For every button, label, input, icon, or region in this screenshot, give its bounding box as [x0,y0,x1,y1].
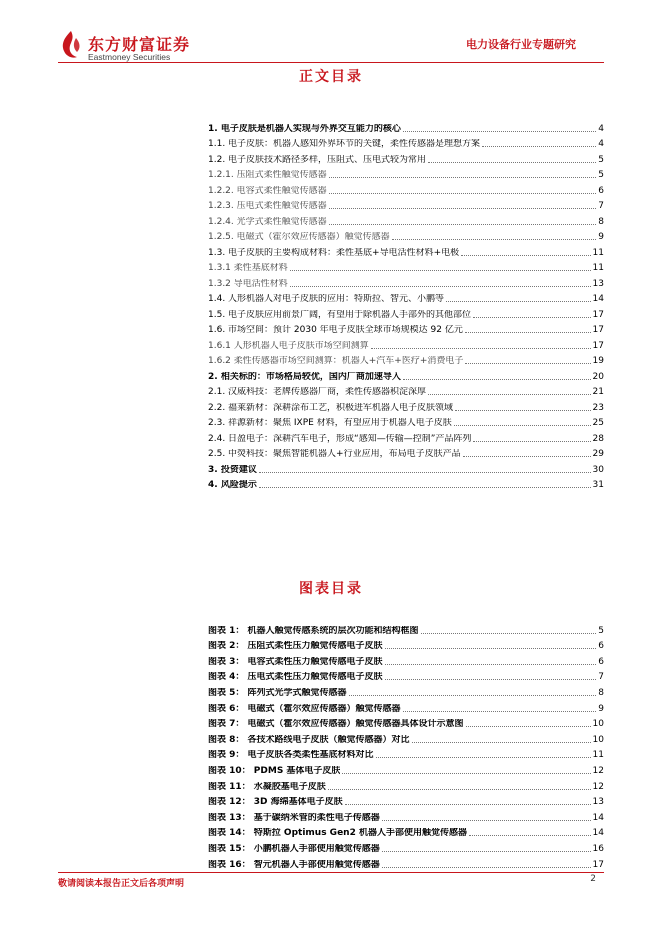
figure-entry-title: 图表 3： 电容式柔性压力触觉传感电子皮肤 [208,656,383,667]
report-type-label: 电力设备行业专题研究 [466,38,576,51]
dot-leader [382,867,591,868]
toc-entry-page: 13 [592,278,604,289]
figure-entry-page: 7 [598,672,604,683]
figure-entry-title: 图表 16： 智元机器人手部使用触觉传感器 [208,859,380,870]
toc-entry-page: 11 [592,263,604,273]
toc-entry-title: 2.2. 福莱新材：深耕涂布工艺，积极进军机器人电子皮肤领域 [208,402,454,413]
toc-entry[interactable] [208,197,604,213]
toc-entry[interactable] [208,150,604,166]
figure-entry-title: 图表 12： 3D 海绵基体电子皮肤 [208,797,343,808]
dot-leader [329,193,597,194]
dot-leader [403,379,591,380]
toc-entry[interactable] [208,274,604,290]
toc-entry-title: 2.1. 汉威科技：老牌传感器厂商，柔性传感器积淀深厚 [208,387,427,397]
toc-entry[interactable] [208,259,604,275]
figure-entry-page: 10 [592,734,604,745]
figure-entry-page: 14 [592,828,604,839]
dot-leader [446,301,591,302]
figure-entry[interactable] [208,715,604,731]
dot-leader [455,410,591,411]
dot-leader [461,255,590,256]
figure-entry-page: 16 [592,843,604,854]
figure-entry-page: 10 [592,719,604,730]
dot-leader [473,317,591,318]
toc-entry-page: 30 [592,464,604,475]
toc-entry-page: 9 [598,232,604,242]
header-divider [58,62,604,63]
toc-entry[interactable] [208,212,604,228]
toc-entry-page: 4 [598,139,604,149]
figure-entry[interactable] [208,855,604,871]
figure-entry-page: 13 [592,797,604,808]
toc-entry[interactable] [208,135,604,151]
figure-entry-page: 6 [598,641,604,652]
brand-name-cn: 东方财富证券 [88,35,191,54]
figure-entry-page: 14 [592,812,604,823]
toc-entry-page: 5 [598,170,604,180]
figure-entry[interactable] [208,621,604,637]
toc-entry-page: 25 [592,418,604,428]
toc-entry[interactable] [208,476,604,492]
dot-leader [473,441,590,442]
dot-leader [259,472,591,473]
toc-entry-page: 14 [592,294,604,304]
toc-entry[interactable] [208,367,604,383]
dot-leader [376,757,591,758]
toc-entry[interactable] [208,321,604,337]
toc-entry-title: 1.6.1 人形机器人电子皮肤市场空间测算 [208,340,369,351]
figure-entry-title: 图表 2： 压阻式柔性压力触觉传感电子皮肤 [208,641,383,652]
figure-entry-title: 图表 1： 机器人触觉传感系统的层次功能和结构框图 [208,625,419,636]
figure-entry-title: 图表 6： 电磁式（霍尔效应传感器）触觉传感器 [208,703,401,714]
toc-entry-page: 19 [592,356,604,366]
dot-leader [371,348,591,349]
figure-entry[interactable] [208,761,604,777]
eastmoney-flame-icon [58,30,84,60]
toc-entry-title: 1.2.1. 压阻式柔性触觉传感器 [208,170,327,180]
figures-list [208,621,604,871]
toc-entry-page: 20 [592,371,604,382]
toc-entry-page: 6 [598,185,604,196]
toc-entry[interactable] [208,414,604,430]
dot-leader [454,425,591,426]
toc-entry[interactable] [208,228,604,244]
dot-leader [463,456,591,457]
figure-entry[interactable] [208,824,604,840]
dot-leader [329,224,597,225]
dot-leader [259,487,591,488]
toc-entry[interactable] [208,119,604,135]
figure-entry-title: 图表 9： 电子皮肤各类柔性基底材料对比 [208,750,374,761]
figure-entry[interactable] [208,683,604,699]
figure-entry[interactable] [208,668,604,684]
toc-entry-title: 1.6. 市场空间：预计 2030 年电子皮肤全球市场规模达 92 亿元 [208,325,463,335]
dot-leader [385,679,597,680]
figure-entry[interactable] [208,793,604,809]
figure-entry[interactable] [208,808,604,824]
toc-entry-page: 17 [592,340,604,351]
dot-leader [428,162,596,163]
figure-entry-title: 图表 10： PDMS 基体电子皮肤 [208,765,341,776]
toc-entry-page: 23 [592,402,604,413]
toc-entry-title: 2.4. 日盈电子：深耕汽车电子，形成“感知—传输—控制”产品阵列 [208,433,472,444]
dot-leader [421,633,597,634]
toc-entry-title: 3. 投资建议 [208,464,257,475]
figure-entry-title: 图表 5： 阵列式光学式触觉传感器 [208,687,347,698]
figure-entry-title: 图表 11： 水凝胶基电子皮肤 [208,781,326,792]
toc-title: 正文目录 [299,69,363,85]
dot-leader [329,177,597,178]
figure-entry-page: 11 [592,750,604,761]
toc-entry[interactable] [208,445,604,461]
toc-entry-title: 1.1. 电子皮肤：机器人感知外界环节的关键，柔性传感器是理想方案 [208,139,481,149]
figure-entry-page: 12 [592,765,604,776]
toc-entry-page: 8 [598,216,604,227]
dot-leader [403,131,596,132]
toc-entry-title: 1.3. 电子皮肤的主要构成材料：柔性基底+导电活性材料+电极 [208,247,460,258]
toc-entry-page: 31 [592,480,604,490]
dot-leader [342,773,590,774]
toc-entry-page: 28 [592,433,604,444]
figure-entry-page: 6 [598,656,604,667]
toc-entry-title: 1.2.4. 光学式柔性触觉传感器 [208,216,327,227]
toc-entry-title: 1.2.3. 压电式柔性触觉传感器 [208,201,327,211]
toc-entry-page: 5 [598,154,604,165]
dot-leader [469,835,591,836]
toc-entry[interactable] [208,460,604,476]
figure-entry-page: 8 [598,687,604,698]
toc-list [208,119,604,491]
toc-entry[interactable] [208,352,604,368]
figure-entry[interactable] [208,746,604,762]
dot-leader [465,363,590,364]
toc-entry-title: 2.5. 中熒科技：聚焦智能机器人+行业应用，布局电子皮肤产品 [208,449,461,459]
toc-entry[interactable] [208,243,604,259]
figure-entry[interactable] [208,699,604,715]
toc-entry[interactable] [208,305,604,321]
toc-entry-title: 1.3.2 导电活性材料 [208,278,288,289]
toc-entry-title: 1.2. 电子皮肤技术路径多样，压阻式、压电式较为常用 [208,154,427,165]
toc-entry-title: 1.2.5. 电磁式（霍尔效应传感器）触觉传感器 [208,232,390,242]
toc-entry-title: 2. 相关标的：市场格局较优，国内厂商加速导入 [208,371,401,382]
toc-entry-page: 29 [592,449,604,459]
dot-leader [345,804,591,805]
dot-leader [482,146,596,147]
figure-entry-title: 图表 4： 压电式柔性压力触觉传感电子皮肤 [208,672,383,683]
disclaimer-note: 敬请阅读本报告正文后各项声明 [58,879,185,889]
figure-entry-title: 图表 7： 电磁式（霍尔效应传感器）触觉传感器具体设计示意图 [208,719,464,730]
dot-leader [382,820,591,821]
dot-leader [382,851,591,852]
toc-entry[interactable] [208,290,604,306]
toc-entry-title: 1.5. 电子皮肤应用前景广阔，有望用于除机器人手部外的其他部位 [208,309,472,320]
toc-entry-title: 1.4. 人形机器人对电子皮肤的应用：特斯拉、智元、小鹏等 [208,294,445,304]
figure-entry-title: 图表 8： 各技术路线电子皮肤（触觉传感器）对比 [208,734,410,745]
figure-entry[interactable] [208,777,604,793]
toc-entry[interactable] [208,398,604,414]
page-number: 2 [590,874,596,884]
figure-entry[interactable] [208,839,604,855]
figure-entry[interactable] [208,652,604,668]
toc-entry-title: 1.3.1 柔性基底材料 [208,263,288,273]
toc-entry-page: 17 [592,325,604,335]
toc-entry-title: 1.6.2 柔性传感器市场空间测算：机器人+汽车+医疗+消费电子 [208,356,464,366]
figure-entry-title: 图表 13： 基于碳纳米管的柔性电子传感器 [208,812,380,823]
toc-entry-title: 2.3. 祥源新材：聚焦 IXPE 材料，有望应用于机器人电子皮肤 [208,418,452,428]
figure-entry-page: 9 [598,703,604,714]
figure-entry-title: 图表 15： 小鹏机器人手部使用触觉传感器 [208,843,380,854]
toc-entry-page: 11 [592,247,604,258]
page-header [0,0,662,66]
brand-name-en: Eastmoney Securities [88,52,171,62]
toc-entry-page: 7 [598,201,604,211]
figure-entry-page: 5 [598,625,604,636]
figure-entry[interactable] [208,730,604,746]
toc-entry[interactable] [208,336,604,352]
toc-entry[interactable] [208,429,604,445]
dot-leader [328,789,591,790]
dot-leader [403,711,597,712]
figures-title: 图表目录 [299,581,363,597]
dot-leader [412,742,591,743]
figure-entry-title: 图表 14： 特斯拉 Optimus Gen2 机器人手部使用触觉传感器 [208,828,467,839]
dot-leader [349,695,597,696]
dot-leader [290,286,591,287]
toc-entry-title: 1.2.2. 电容式柔性触觉传感器 [208,185,327,196]
footer-divider [58,872,604,873]
toc-entry-page: 21 [592,387,604,397]
toc-entry-page: 17 [592,309,604,320]
dot-leader [392,239,597,240]
dot-leader [290,270,591,271]
figure-entry-page: 12 [592,781,604,792]
eastmoney-logo [58,30,228,64]
dot-leader [385,648,597,649]
figure-entry[interactable] [208,637,604,653]
toc-entry-title: 4. 风险提示 [208,480,257,490]
toc-entry[interactable] [208,383,604,399]
dot-leader [465,332,591,333]
dot-leader [428,394,591,395]
dot-leader [329,208,597,209]
figure-entry-page: 17 [592,859,604,870]
toc-entry-title: 1. 电子皮肤是机器人实现与外界交互能力的核心 [208,123,401,134]
dot-leader [466,726,591,727]
toc-entry[interactable] [208,166,604,182]
dot-leader [385,664,597,665]
toc-entry[interactable] [208,181,604,197]
toc-entry-page: 4 [598,123,604,134]
